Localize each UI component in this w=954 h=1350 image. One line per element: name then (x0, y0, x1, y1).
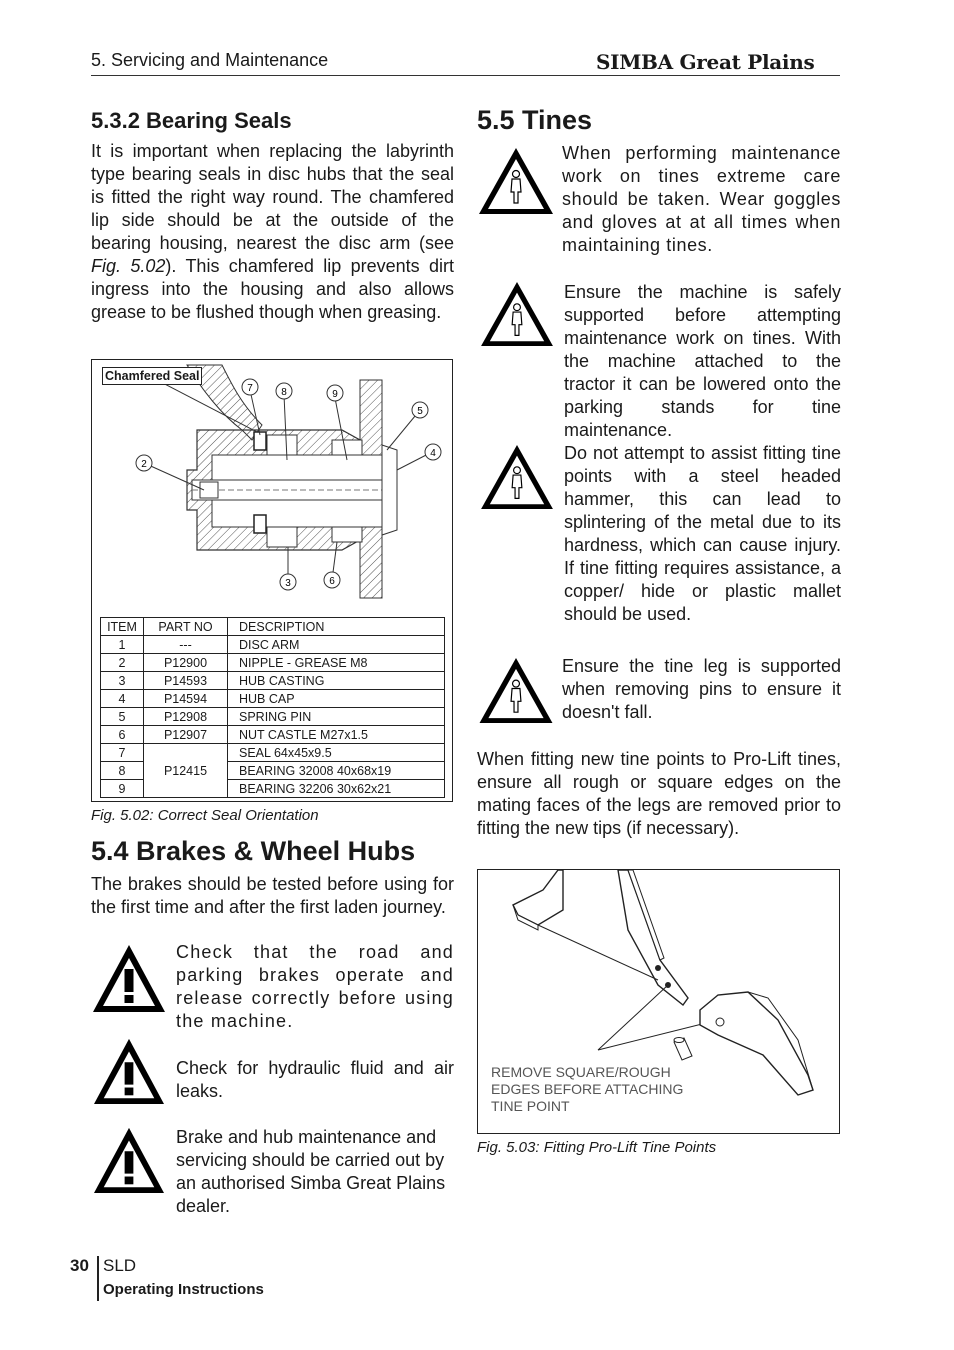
tines-fitting-paragraph: When fitting new tine points to Pro-Lift tines, ensure all rough or square edges on the mating faces of the legs are removed prior to fitting the new tips (if necessary). (477, 749, 841, 838)
table-header-row (101, 618, 445, 636)
col-header-description: DESCRIPTION (228, 618, 445, 636)
table-row: 6 P12907 NUT CASTLE M27x1.5 (101, 726, 445, 744)
footer-doc-title: Operating Instructions (103, 1281, 264, 1298)
fig-reference: Fig. 5.02 (91, 256, 166, 276)
table-row: 4 P14594 HUB CAP (101, 690, 445, 708)
warning-exclamation-icon (91, 942, 167, 1014)
figure-5-02-caption: Fig. 5.02: Correct Seal Orientation (91, 807, 319, 824)
header-rule (91, 75, 840, 76)
table-row: 5 P12908 SPRING PIN (101, 708, 445, 726)
callout-6: 6 (329, 576, 335, 587)
brakes-intro-paragraph: The brakes should be tested before using for the first time and after the first laden journey. (91, 874, 454, 917)
callout-3: 3 (285, 578, 291, 589)
tines-warning-4: Ensure the tine leg is supported when removing pins to ensure it doesn't fall. (562, 656, 841, 722)
table-row: 1 --- DISC ARM (101, 636, 445, 654)
tine-figure-note: REMOVE SQUARE/ROUGH EDGES BEFORE ATTACHING TINE POINT (491, 1064, 684, 1114)
callout-8: 8 (281, 387, 287, 398)
warning-person-hazard-icon (477, 146, 555, 216)
tines-warning-1: When performing maintenance work on tines extreme care should be taken. Wear goggles and gloves at at all times when maintaining tines. (562, 143, 841, 255)
warning-person-hazard-icon (478, 280, 556, 348)
figure-5-03-frame (477, 869, 840, 1134)
footer-divider (97, 1256, 99, 1301)
table-row: 7 P12415 SEAL 64x45x9.5 (101, 744, 445, 762)
table-row: 8 BEARING 32008 40x68x19 (101, 762, 445, 780)
callout-2: 2 (141, 459, 147, 470)
page-number: 30 (70, 1256, 89, 1275)
footer-model: SLD (103, 1256, 137, 1275)
warning-person-hazard-icon (478, 443, 556, 511)
running-header-section: 5. Servicing and Maintenance (91, 50, 329, 70)
table-row: 9 BEARING 32206 30x62x21 (101, 780, 445, 798)
callout-4: 4 (430, 448, 436, 459)
figure-5-02-frame (91, 359, 453, 802)
col-header-item: ITEM (101, 618, 144, 636)
callout-9: 9 (332, 389, 338, 400)
brand-logo-text: SIMBA Great Plains (596, 50, 815, 74)
bearing-seals-paragraph: It is important when replacing the labyrinth type bearing seals in disc hubs that the seal is fitted the right way round. The chamfered lip side should be at the outside of the bearing housing, nearest the disc arm (see Fig. 5.02). This chamfered lip prevents dirt ingress into the housing and also allows grease to be flushed though when greasing. (91, 141, 454, 322)
heading-brakes-wheel-hubs: 5.4 Brakes & Wheel Hubs (91, 836, 416, 866)
tines-warning-3: Do not attempt to assist fitting tine points with a steel headed hammer, this can lead to splintering of the metal due to its hardness, which can cause injury. If tine fitting requires assistance, a copper/ hide or plastic mallet should be used. (564, 443, 841, 624)
warning-exclamation-icon (91, 1036, 167, 1106)
heading-tines: 5.5 Tines (477, 105, 593, 135)
tines-warning-2: Ensure the machine is safely supported before attempting maintenance work on tines. With the machine attached to the tractor it can be lowered onto the parking stands for tine maintenance. (564, 282, 841, 440)
col-header-part-no: PART NO (144, 618, 228, 636)
heading-bearing-seals: 5.3.2 Bearing Seals (91, 108, 292, 133)
warning-exclamation-icon (91, 1125, 167, 1195)
merged-part-cell: P12415 (144, 744, 228, 798)
brakes-warning-3: Brake and hub maintenance and servicing should be carried out by an authorised Simba Great Plains dealer. (176, 1127, 446, 1216)
callout-7: 7 (247, 383, 253, 394)
brakes-warning-2: Check for hydraulic fluid and air leaks. (176, 1058, 454, 1101)
table-row: 3 P14593 HUB CASTING (101, 672, 445, 690)
chamfered-seal-label: Chamfered Seal (102, 367, 202, 385)
brakes-warning-1: Check that the road and parking brakes operate and release correctly before using the machine. (176, 942, 454, 1031)
parts-table (100, 617, 445, 798)
warning-person-hazard-icon (477, 656, 555, 725)
hub-cross-section-drawing (92, 360, 452, 610)
figure-5-03-caption: Fig. 5.03: Fitting Pro-Lift Tine Points (477, 1139, 717, 1156)
callout-5: 5 (417, 406, 423, 417)
table-row: 2 P12900 NIPPLE - GREASE M8 (101, 654, 445, 672)
